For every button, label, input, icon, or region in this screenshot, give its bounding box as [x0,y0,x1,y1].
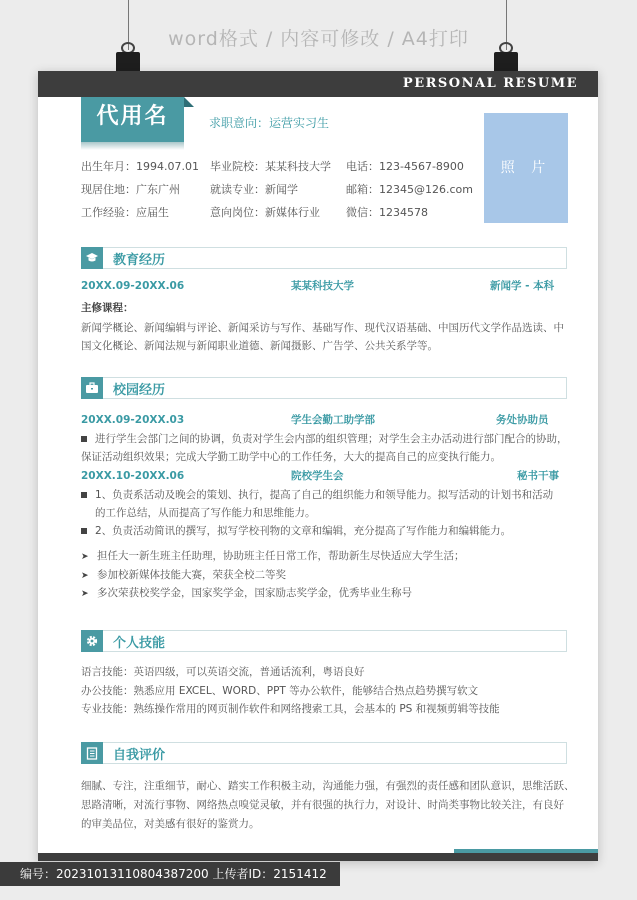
exp1-desc-line-1 [81,431,568,447]
chevron-right-icon: ➤ [81,552,89,562]
gear-icon [81,630,103,652]
extra-item-3 [81,585,412,602]
extra-item-1 [81,548,465,565]
notebook-icon [81,742,103,764]
info-phone: 电话：123-4567-8900 [346,160,464,173]
courses-line-2: 国文化概论、新闻法规与新闻职业道德、新闻摄影、广告学、公共关系学等。 [81,340,438,352]
job-objective: 求职意向：运营实习生 [209,116,330,130]
exp1-period: 20XX.09-20XX.03 [81,414,185,426]
section-education [81,247,567,269]
skill-language: 语言技能：英语四级，可以英语交流，普通话流利，粤语良好 [81,666,365,678]
exp2-role: 秘书干事 [517,470,559,482]
info-major: 就读专业：新闻学 [210,183,298,196]
info-experience: 工作经验：应届生 [81,206,169,219]
section-skills [81,630,567,652]
square-bullet-icon [81,528,87,534]
header-bar [38,71,598,97]
photo-placeholder [484,113,568,223]
exp2-org: 院校学生会 [291,470,344,482]
edu-school: 某某科技大学 [291,280,354,292]
info-email: 邮箱：12345@126.com [346,183,473,196]
courses-label: 主修课程： [81,302,134,314]
courses-line-1: 新闻学概论、新闻编辑与评论、新闻采访与写作、基础写作、现代汉语基础、中国历代文学作品选读、中 [81,322,564,334]
candidate-name: 代用名 [96,104,169,129]
bottom-bar [38,853,598,861]
square-bullet-icon [81,492,87,498]
graduation-cap-icon [81,247,103,269]
extra-text: 多次荣获校奖学金，国家奖学金，国家励志奖学金，优秀毕业生称号 [97,587,412,599]
info-position: 意向岗位：新媒体行业 [210,206,320,219]
section-title: 自我评价 [113,748,166,763]
edu-major: 新闻学 - 本科 [490,280,555,292]
info-birth: 出生年月：1994.07.01 [81,160,199,173]
resume-title: PERSONAL RESUME [402,76,578,91]
exp2-item1-line-2: 的工作总结，从而提高了写作能力和思维能力。 [95,507,316,519]
top-caption: word格式 / 内容可修改 / A4打印 [168,28,469,50]
exp1-desc-line-2: 保证活动组织效果；完成大学勤工助学中心的工作任务，大大的提高自己的应变执行能力。 [81,451,501,463]
briefcase-icon [81,377,103,399]
exp2-period: 20XX.10-20XX.06 [81,470,185,482]
section-title: 个人技能 [113,636,166,651]
exp2-item2 [81,523,511,539]
section-campus [81,377,567,399]
info-residence: 现居住地：广东广州 [81,183,180,196]
self-eval-line-3: 的审美品位，对美感有很好的鉴赏力。 [81,818,260,830]
edu-period: 20XX.09-20XX.06 [81,280,185,292]
skill-office: 办公技能：熟悉应用 EXCEL、WORD、PPT 等办公软件，能够结合热点趋势撰写软文 [81,685,479,697]
exp2-item2-text: 2、负责活动简讯的撰写，拟写学校刊物的文章和编辑，充分提高了写作能力和编辑能力。 [95,525,512,537]
exp1-org: 学生会勤工助学部 [291,414,375,426]
chevron-right-icon: ➤ [81,571,89,581]
name-tab [81,97,184,142]
skill-professional: 专业技能：熟练操作常用的网页制作软件和网络搜索工具，会基本的 PS 和视频剪辑等技能 [81,703,500,715]
chevron-right-icon: ➤ [81,589,89,599]
square-bullet-icon [81,436,87,442]
photo-label: 照 片 [500,160,552,176]
self-eval-line-1: 细腻、专注，注重细节，耐心、踏实工作积极主动，沟通能力强，有强烈的责任感和团队意识，思维活跃、 [81,780,575,792]
footer-id-bar: 编号：20231013110804387200 上传者ID：2151412 [0,862,340,886]
exp1-desc-text: 进行学生会部门之间的协调，负责对学生会内部的组织管理；对学生会主办活动进行部门配合的协助， [95,433,568,445]
extra-text: 担任大一新生班主任助理，协助班主任日常工作，帮助新生尽快适应大学生活； [97,550,465,562]
exp2-item1-line-1 [81,487,553,503]
section-title: 校园经历 [113,383,166,398]
exp2-item1-text: 1、负责系活动及晚会的策划、执行，提高了自己的组织能力和领导能力。拟写活动的计划书和活动 [95,489,554,501]
exp1-role: 务处协助员 [496,414,549,426]
info-wechat: 微信：1234578 [346,206,428,219]
section-self-evaluation [81,742,567,764]
section-title: 教育经历 [113,253,166,268]
extra-text: 参加校新媒体技能大赛，荣获全校二等奖 [97,569,286,581]
self-eval-line-2: 思路清晰，对流行事物、网络热点嗅觉灵敏，并有很强的执行力，对设计、时尚类事物比较关注，有良好 [81,799,564,811]
extra-item-2 [81,567,286,584]
resume-paper [38,71,598,861]
info-school: 毕业院校：某某科技大学 [210,160,331,173]
